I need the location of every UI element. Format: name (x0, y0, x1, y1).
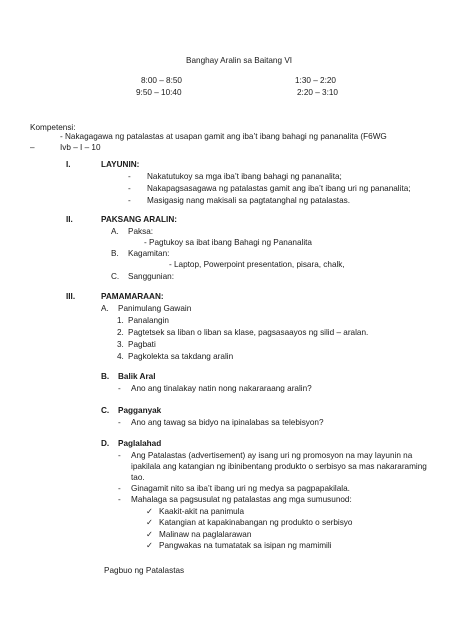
subsection-heading: Pagganyak (118, 406, 162, 415)
paragraph-line: Ang Patalastas (advertisement) ay isang uri ng promosyon na may layunin na (131, 451, 413, 460)
step-number: 3. (117, 340, 124, 349)
list-item: Masigasig nang makisali sa pagtatanghal ng patalastas. (147, 196, 350, 205)
section-heading-paksang-aralin: PAKSANG ARALIN: (101, 215, 177, 224)
list-letter: C. (111, 272, 120, 281)
check-item: Malinaw na paglalarawan (159, 530, 252, 539)
list-item: Nakapagsasagawa ng patalastas gamit ang iba’t ibang uri ng pananalita; (147, 184, 411, 193)
kompetensi-code: Ivb – I – 10 (60, 143, 101, 152)
list-item: Nakatutukoy sa mga iba’t ibang bahagi ng pananalita; (147, 172, 342, 181)
document-title: Banghay Aralin sa Baitang VI (186, 56, 293, 65)
section-heading-layunin: LAYUNIN: (101, 160, 140, 169)
checkmark-icon: ✓ (146, 518, 153, 527)
list-item: Mahalaga sa pagsusulat ng patalastas ang mga sumusunod: (131, 495, 352, 504)
list-letter: B. (101, 372, 110, 381)
bullet-dash: - (118, 484, 121, 493)
section-numeral: III. (66, 292, 76, 301)
kompetensi-label: Kompetensi: (30, 123, 76, 132)
list-letter: D. (101, 439, 110, 448)
bullet-dash: - (128, 184, 131, 193)
list-item-label: Paksa: (128, 227, 154, 236)
step-text: Pagbati (128, 340, 156, 349)
check-item: Kaakit-akit na panimula (159, 507, 245, 516)
step-text: Pagtetsek sa liban o liban sa klase, pagsasaayos ng silid – aralan. (128, 328, 369, 337)
bullet-dash: - (128, 172, 131, 181)
bullet-dash: - (118, 495, 121, 504)
schedule-time: 1:30 – 2:20 (295, 76, 336, 85)
checkmark-icon: ✓ (146, 530, 153, 539)
schedule-time: 9:50 – 10:40 (136, 88, 182, 97)
step-number: 2. (117, 328, 124, 337)
paragraph-line: tao. (131, 473, 145, 482)
section-heading-pamamaraan: PAMAMARAAN: (101, 292, 164, 301)
list-letter: C. (101, 406, 110, 415)
checkmark-icon: ✓ (146, 541, 153, 550)
bullet-dash: - (118, 451, 121, 460)
subsection-heading: Balik Aral (118, 372, 156, 381)
section-numeral: II. (66, 215, 73, 224)
list-item: Ano ang tawag sa bidyo na ipinalabas sa telebisyon? (131, 418, 324, 427)
list-item-detail: - Pagtukoy sa ibat ibang Bahagi ng Pananalita (144, 238, 312, 247)
list-letter: A. (111, 227, 119, 236)
kompetensi-dash: – (30, 143, 35, 152)
list-item-detail: - Laptop, Powerpoint presentation, pisara, chalk, (169, 260, 345, 269)
list-item: Ano ang tinalakay natin nong nakararaang aralin? (131, 384, 312, 393)
footer-heading: Pagbuo ng Patalastas (104, 566, 185, 575)
bullet-dash: - (118, 384, 121, 393)
bullet-dash: - (118, 418, 121, 427)
check-item: Katangian at kapakinabangan ng produkto o serbisyo (159, 518, 353, 527)
section-numeral: I. (66, 160, 71, 169)
checkmark-icon: ✓ (146, 507, 153, 516)
list-item: Ginagamit nito sa iba’t ibang uri ng medya sa pagpapakilala. (131, 484, 350, 493)
step-number: 1. (117, 316, 124, 325)
paragraph-line: ipakilala ang katangian ng ibinibentang produkto o serbisyo sa mas nakararaming (131, 462, 427, 471)
schedule-time: 2:20 – 3:10 (297, 88, 338, 97)
list-letter: A. (101, 304, 109, 313)
subsection-heading: Paglalahad (118, 439, 162, 448)
check-item: Pangwakas na tumatatak sa isipan ng mamimili (159, 541, 332, 550)
list-item-label: Kagamitan: (128, 249, 170, 258)
bullet-dash: - (128, 196, 131, 205)
list-letter: B. (111, 249, 119, 258)
step-text: Panalangin (128, 316, 169, 325)
schedule-time: 8:00 – 8:50 (141, 76, 182, 85)
list-item-label: Panimulang Gawain (118, 304, 192, 313)
step-text: Pagkolekta sa takdang aralin (128, 352, 234, 361)
list-item-label: Sanggunian: (128, 272, 174, 281)
step-number: 4. (117, 352, 124, 361)
kompetensi-text: - Nakagagawa ng patalastas at usapan gamit ang iba’t ibang bahagi ng pananalita (F6WG (60, 132, 387, 141)
